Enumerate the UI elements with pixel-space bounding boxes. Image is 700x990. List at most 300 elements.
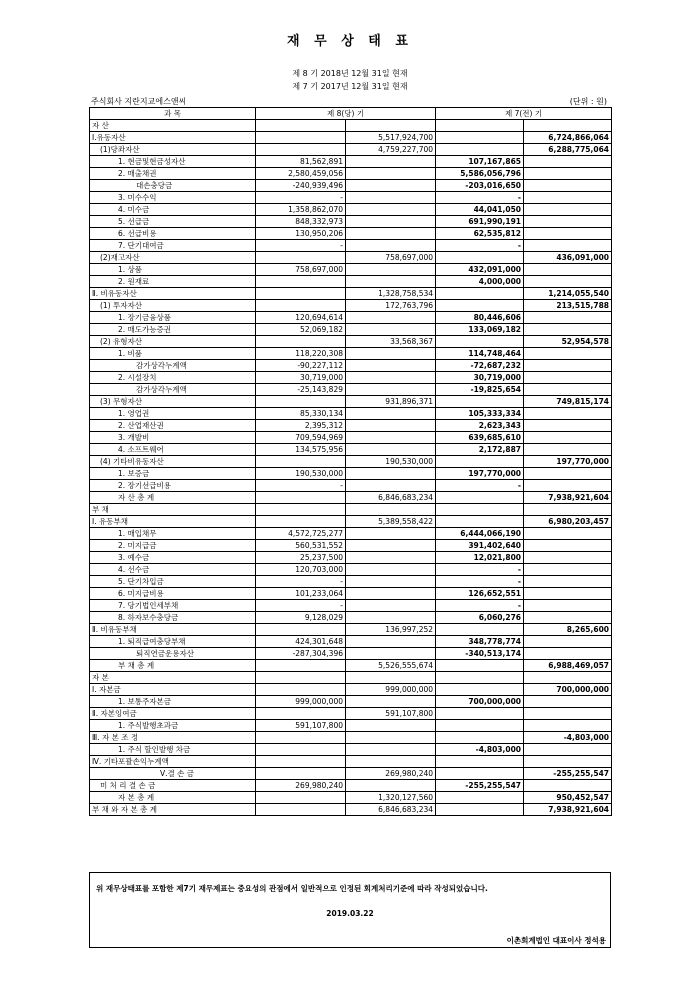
account-cell: 6. 미지급비용 [90, 588, 256, 600]
table-row [90, 528, 612, 540]
note-date: 2019.03.22 [326, 909, 374, 918]
current-total-cell: 5,517,924,700 [346, 132, 436, 144]
table-row [90, 216, 612, 228]
current-detail-cell: 81,562,891 [256, 156, 346, 168]
prior-total-cell [524, 312, 612, 324]
table-row [90, 252, 612, 264]
company-name: 주식회사 지란지교에스앤씨 [91, 97, 187, 106]
prior-total-cell [524, 192, 612, 204]
current-detail-cell: 1,358,862,070 [256, 204, 346, 216]
prior-detail-cell: 6,060,276 [436, 612, 524, 624]
current-total-cell [346, 744, 436, 756]
prior-total-cell [524, 384, 612, 396]
current-total-cell [346, 552, 436, 564]
current-detail-cell: 134,575,956 [256, 444, 346, 456]
prior-detail-cell: 114,748,464 [436, 348, 524, 360]
current-total-cell [346, 756, 436, 768]
table-row [90, 276, 612, 288]
table-row [90, 492, 612, 504]
account-cell: 자 산 [90, 120, 256, 132]
prior-total-cell [524, 744, 612, 756]
prior-total-cell: 1,214,055,540 [524, 288, 612, 300]
table-row [90, 144, 612, 156]
account-cell: 자 본 총 계 [90, 792, 256, 804]
account-cell: (2) 유형자산 [90, 336, 256, 348]
current-total-cell: 136,997,252 [346, 624, 436, 636]
prior-total-cell [524, 600, 612, 612]
current-total-cell [346, 672, 436, 684]
account-cell: (3) 무형자산 [90, 396, 256, 408]
prior-total-cell [524, 420, 612, 432]
current-total-cell [346, 204, 436, 216]
prior-total-cell [524, 576, 612, 588]
current-detail-cell [256, 756, 346, 768]
current-total-cell: 6,846,683,234 [346, 492, 436, 504]
current-detail-cell [256, 732, 346, 744]
current-total-cell [346, 504, 436, 516]
account-cell: 5. 단기차입금 [90, 576, 256, 588]
current-detail-cell [256, 708, 346, 720]
current-detail-cell: 25,237,500 [256, 552, 346, 564]
table-row [90, 792, 612, 804]
prior-total-cell: 7,938,921,604 [524, 804, 612, 816]
account-cell: 자 본 [90, 672, 256, 684]
current-total-cell: 190,530,000 [346, 456, 436, 468]
prior-detail-cell: 62,535,812 [436, 228, 524, 240]
table-row [90, 456, 612, 468]
table-row [90, 408, 612, 420]
prior-detail-cell [436, 300, 524, 312]
current-detail-cell: 120,694,614 [256, 312, 346, 324]
note-text: 위 재무상태표를 포함한 제7기 재무제표는 중요성의 관점에서 일반적으로 인정된 회계처리기준에 따라 작성되었습니다. [96, 884, 488, 893]
table-row [90, 684, 612, 696]
prior-detail-cell: - [436, 600, 524, 612]
current-detail-cell: 424,301,648 [256, 636, 346, 648]
current-total-cell [346, 612, 436, 624]
prior-total-cell [524, 780, 612, 792]
current-total-cell [346, 240, 436, 252]
account-cell: 3. 예수금 [90, 552, 256, 564]
table-row [90, 624, 612, 636]
current-total-cell [346, 588, 436, 600]
prior-total-cell: 6,980,203,457 [524, 516, 612, 528]
table-row [90, 312, 612, 324]
account-cell: 1. 영업권 [90, 408, 256, 420]
prior-detail-cell: -19,825,654 [436, 384, 524, 396]
current-detail-cell [256, 120, 346, 132]
current-detail-cell: 2,395,312 [256, 420, 346, 432]
current-detail-cell: -240,939,496 [256, 180, 346, 192]
current-detail-cell: - [256, 600, 346, 612]
table-row [90, 648, 612, 660]
current-detail-cell [256, 132, 346, 144]
current-detail-cell [256, 804, 346, 816]
table-row [90, 324, 612, 336]
table-row [90, 504, 612, 516]
prior-total-cell [524, 156, 612, 168]
table-row [90, 288, 612, 300]
prior-total-cell [524, 240, 612, 252]
balance-sheet-table [89, 107, 612, 816]
prior-detail-cell: 4,000,000 [436, 276, 524, 288]
current-total-cell [346, 420, 436, 432]
prior-total-cell [524, 168, 612, 180]
current-detail-cell [256, 252, 346, 264]
prior-total-cell: 436,091,000 [524, 252, 612, 264]
account-cell: 2. 미지급금 [90, 540, 256, 552]
account-cell: Ⅰ. 유동부채 [90, 516, 256, 528]
table-row [90, 636, 612, 648]
current-detail-cell: 130,950,206 [256, 228, 346, 240]
table-row [90, 660, 612, 672]
table-row [90, 588, 612, 600]
account-cell: 1. 퇴직급여충당부채 [90, 636, 256, 648]
prior-total-cell [524, 696, 612, 708]
account-cell: 2. 산업재산권 [90, 420, 256, 432]
table-row [90, 552, 612, 564]
prior-detail-cell: 639,685,610 [436, 432, 524, 444]
prior-total-cell [524, 444, 612, 456]
current-total-cell: 591,107,800 [346, 708, 436, 720]
prior-total-cell [524, 432, 612, 444]
account-cell: 1. 주식발행초과금 [90, 720, 256, 732]
prior-total-cell [524, 348, 612, 360]
current-detail-cell: 101,233,064 [256, 588, 346, 600]
prior-total-cell [524, 552, 612, 564]
table-row [90, 420, 612, 432]
table-row [90, 336, 612, 348]
prior-total-cell [524, 612, 612, 624]
current-total-cell [346, 480, 436, 492]
current-total-cell [346, 528, 436, 540]
current-detail-cell: 120,703,000 [256, 564, 346, 576]
current-total-cell: 758,697,000 [346, 252, 436, 264]
account-cell: 8. 하자보수충당금 [90, 612, 256, 624]
prior-total-cell [524, 564, 612, 576]
table-row [90, 384, 612, 396]
current-detail-cell: -25,143,829 [256, 384, 346, 396]
table-row [90, 756, 612, 768]
table-row [90, 540, 612, 552]
current-total-cell: 5,526,555,674 [346, 660, 436, 672]
account-cell: 자 산 총 계 [90, 492, 256, 504]
account-cell: 1. 현금및현금성자산 [90, 156, 256, 168]
current-detail-cell [256, 300, 346, 312]
account-cell: Ⅰ. 자본금 [90, 684, 256, 696]
account-cell: 7. 단기대여금 [90, 240, 256, 252]
prior-detail-cell [436, 624, 524, 636]
prior-detail-cell [436, 672, 524, 684]
table-row [90, 120, 612, 132]
prior-detail-cell: 44,041,050 [436, 204, 524, 216]
prior-detail-cell [436, 492, 524, 504]
table-row [90, 768, 612, 780]
table-row [90, 780, 612, 792]
prior-detail-cell [436, 120, 524, 132]
prior-detail-cell: -340,513,174 [436, 648, 524, 660]
current-total-cell [346, 432, 436, 444]
prior-detail-cell: - [436, 240, 524, 252]
current-total-cell [346, 540, 436, 552]
account-cell: 2. 원재료 [90, 276, 256, 288]
account-cell: Ⅴ.결 손 금 [90, 768, 256, 780]
prior-total-cell: 6,724,866,064 [524, 132, 612, 144]
current-detail-cell [256, 276, 346, 288]
account-cell: 2. 매출채권 [90, 168, 256, 180]
prior-total-cell [524, 204, 612, 216]
current-detail-cell [256, 744, 346, 756]
prior-period: 제 7 기 2017년 12월 31일 현재 [292, 82, 408, 91]
current-detail-cell: 118,220,308 [256, 348, 346, 360]
account-cell: 4. 선수금 [90, 564, 256, 576]
current-detail-cell: - [256, 240, 346, 252]
prior-detail-cell: -4,803,000 [436, 744, 524, 756]
prior-detail-cell: 126,652,551 [436, 588, 524, 600]
current-detail-cell: 999,000,000 [256, 696, 346, 708]
prior-detail-cell: - [436, 564, 524, 576]
prior-detail-cell: - [436, 192, 524, 204]
account-cell: (1)당좌자산 [90, 144, 256, 156]
prior-total-cell: 6,288,775,064 [524, 144, 612, 156]
account-cell: 1. 매입채무 [90, 528, 256, 540]
account-cell: Ⅳ. 기타포괄손익누계액 [90, 756, 256, 768]
current-detail-cell: 758,697,000 [256, 264, 346, 276]
prior-total-cell [524, 504, 612, 516]
account-cell: 퇴직연금운용자산 [90, 648, 256, 660]
current-detail-cell: 269,980,240 [256, 780, 346, 792]
prior-total-cell: -4,803,000 [524, 732, 612, 744]
auditor-note [89, 872, 611, 948]
prior-detail-cell: 80,446,606 [436, 312, 524, 324]
account-cell: 6. 선급비용 [90, 228, 256, 240]
table-row [90, 204, 612, 216]
prior-total-cell: 8,265,600 [524, 624, 612, 636]
account-cell: 부 채 와 자 본 총 계 [90, 804, 256, 816]
prior-detail-cell: -255,255,547 [436, 780, 524, 792]
current-total-cell [346, 444, 436, 456]
prior-detail-cell: -203,016,650 [436, 180, 524, 192]
current-detail-cell: -287,304,396 [256, 648, 346, 660]
prior-detail-cell: 107,167,865 [436, 156, 524, 168]
prior-total-cell: 52,954,578 [524, 336, 612, 348]
current-total-cell [346, 324, 436, 336]
account-cell: 1. 상품 [90, 264, 256, 276]
account-cell: Ⅱ. 비유동자산 [90, 288, 256, 300]
prior-total-cell: 6,988,469,057 [524, 660, 612, 672]
current-total-cell [346, 276, 436, 288]
current-total-cell [346, 408, 436, 420]
current-detail-cell: 190,530,000 [256, 468, 346, 480]
current-detail-cell [256, 684, 346, 696]
current-detail-cell [256, 336, 346, 348]
prior-detail-cell [436, 684, 524, 696]
prior-total-cell [524, 408, 612, 420]
prior-detail-cell: 105,333,334 [436, 408, 524, 420]
prior-total-cell: -255,255,547 [524, 768, 612, 780]
current-detail-cell: 591,107,800 [256, 720, 346, 732]
table-row [90, 240, 612, 252]
table-row [90, 360, 612, 372]
table-row [90, 432, 612, 444]
account-cell: 4. 미수금 [90, 204, 256, 216]
table-row [90, 516, 612, 528]
prior-total-cell [524, 720, 612, 732]
current-detail-cell [256, 396, 346, 408]
prior-total-cell [524, 276, 612, 288]
current-total-cell: 5,389,558,422 [346, 516, 436, 528]
prior-detail-cell [436, 768, 524, 780]
prior-detail-cell: 432,091,000 [436, 264, 524, 276]
prior-detail-cell [436, 756, 524, 768]
prior-total-cell [524, 324, 612, 336]
current-detail-cell [256, 768, 346, 780]
prior-total-cell [524, 468, 612, 480]
account-cell: 1. 비품 [90, 348, 256, 360]
prior-detail-cell: 6,444,066,190 [436, 528, 524, 540]
table-row [90, 576, 612, 588]
table-row [90, 396, 612, 408]
current-total-cell: 1,328,758,534 [346, 288, 436, 300]
account-cell: 7. 당기법인세부채 [90, 600, 256, 612]
prior-detail-cell: -72,687,232 [436, 360, 524, 372]
prior-total-cell [524, 528, 612, 540]
prior-detail-cell: 348,778,774 [436, 636, 524, 648]
prior-detail-cell: 5,586,056,796 [436, 168, 524, 180]
current-total-cell [346, 264, 436, 276]
prior-total-cell [524, 672, 612, 684]
table-row [90, 180, 612, 192]
account-cell: 1. 보통주자본금 [90, 696, 256, 708]
current-total-cell: 6,846,683,234 [346, 804, 436, 816]
current-total-cell [346, 600, 436, 612]
table-row [90, 696, 612, 708]
prior-total-cell: 749,815,174 [524, 396, 612, 408]
prior-detail-cell [436, 144, 524, 156]
current-detail-cell [256, 792, 346, 804]
account-cell: 감가상각누계액 [90, 384, 256, 396]
prior-detail-cell [436, 336, 524, 348]
account-cell: 4. 소프트웨어 [90, 444, 256, 456]
current-total-cell [346, 228, 436, 240]
table-row [90, 132, 612, 144]
table-row [90, 348, 612, 360]
prior-total-cell [524, 540, 612, 552]
current-total-cell [346, 192, 436, 204]
prior-detail-cell: 700,000,000 [436, 696, 524, 708]
table-row [90, 468, 612, 480]
current-detail-cell: 9,128,029 [256, 612, 346, 624]
prior-detail-cell: 691,990,191 [436, 216, 524, 228]
prior-detail-cell [436, 516, 524, 528]
current-total-cell [346, 372, 436, 384]
account-cell: 2. 장기선급비용 [90, 480, 256, 492]
current-detail-cell: 848,332,973 [256, 216, 346, 228]
table-row [90, 732, 612, 744]
unit-label: (단위 : 원) [569, 97, 607, 106]
table-row [90, 708, 612, 720]
account-cell: Ⅲ. 자 본 조 정 [90, 732, 256, 744]
current-total-cell: 931,896,371 [346, 396, 436, 408]
account-cell: (1) 투자자산 [90, 300, 256, 312]
account-cell: 2. 매도가능증권 [90, 324, 256, 336]
current-total-cell [346, 648, 436, 660]
prior-total-cell [524, 264, 612, 276]
current-total-cell [346, 576, 436, 588]
current-total-cell [346, 348, 436, 360]
prior-total-cell: 197,770,000 [524, 456, 612, 468]
account-cell: 1. 보증금 [90, 468, 256, 480]
prior-total-cell: 950,452,547 [524, 792, 612, 804]
prior-total-cell [524, 360, 612, 372]
prior-total-cell [524, 372, 612, 384]
account-cell: Ⅱ. 비유동부채 [90, 624, 256, 636]
prior-detail-cell: - [436, 480, 524, 492]
current-detail-cell [256, 144, 346, 156]
table-row [90, 564, 612, 576]
current-total-cell [346, 780, 436, 792]
current-detail-cell: 709,594,969 [256, 432, 346, 444]
current-detail-cell: 52,069,182 [256, 324, 346, 336]
current-detail-cell [256, 624, 346, 636]
prior-detail-cell: 391,402,640 [436, 540, 524, 552]
prior-detail-cell [436, 504, 524, 516]
prior-total-cell: 213,515,788 [524, 300, 612, 312]
current-total-cell [346, 636, 436, 648]
current-total-cell: 172,763,796 [346, 300, 436, 312]
prior-detail-cell [436, 288, 524, 300]
table-header [90, 108, 612, 120]
current-total-cell [346, 720, 436, 732]
table-row [90, 720, 612, 732]
current-detail-cell: 85,330,134 [256, 408, 346, 420]
header-current: 제 8(당) 기 [256, 108, 436, 120]
current-total-cell [346, 312, 436, 324]
table-row [90, 192, 612, 204]
table-row [90, 672, 612, 684]
current-detail-cell: 560,531,552 [256, 540, 346, 552]
header-prior: 제 7(전) 기 [436, 108, 612, 120]
current-total-cell: 4,759,227,700 [346, 144, 436, 156]
prior-detail-cell: 2,623,343 [436, 420, 524, 432]
account-cell: 부 채 총 계 [90, 660, 256, 672]
current-total-cell [346, 360, 436, 372]
prior-total-cell [524, 228, 612, 240]
current-detail-cell: - [256, 192, 346, 204]
prior-total-cell [524, 756, 612, 768]
current-total-cell [346, 216, 436, 228]
prior-total-cell [524, 180, 612, 192]
table-row [90, 228, 612, 240]
current-total-cell [346, 696, 436, 708]
note-signer: 이촌회계법인 대표이사 정석용 [506, 936, 606, 945]
current-detail-cell [256, 672, 346, 684]
table-row [90, 744, 612, 756]
account-cell: (2)재고자산 [90, 252, 256, 264]
prior-total-cell: 7,938,921,604 [524, 492, 612, 504]
prior-detail-cell: 2,172,887 [436, 444, 524, 456]
prior-detail-cell [436, 720, 524, 732]
account-cell: 부 채 [90, 504, 256, 516]
prior-detail-cell: 30,719,000 [436, 372, 524, 384]
current-total-cell [346, 564, 436, 576]
prior-total-cell [524, 648, 612, 660]
current-detail-cell [256, 288, 346, 300]
prior-detail-cell: 133,069,182 [436, 324, 524, 336]
prior-detail-cell [436, 396, 524, 408]
account-cell: 1. 장기금융상품 [90, 312, 256, 324]
document-title: 재 무 상 태 표 [287, 34, 413, 49]
account-cell: (4) 기타비유동자산 [90, 456, 256, 468]
